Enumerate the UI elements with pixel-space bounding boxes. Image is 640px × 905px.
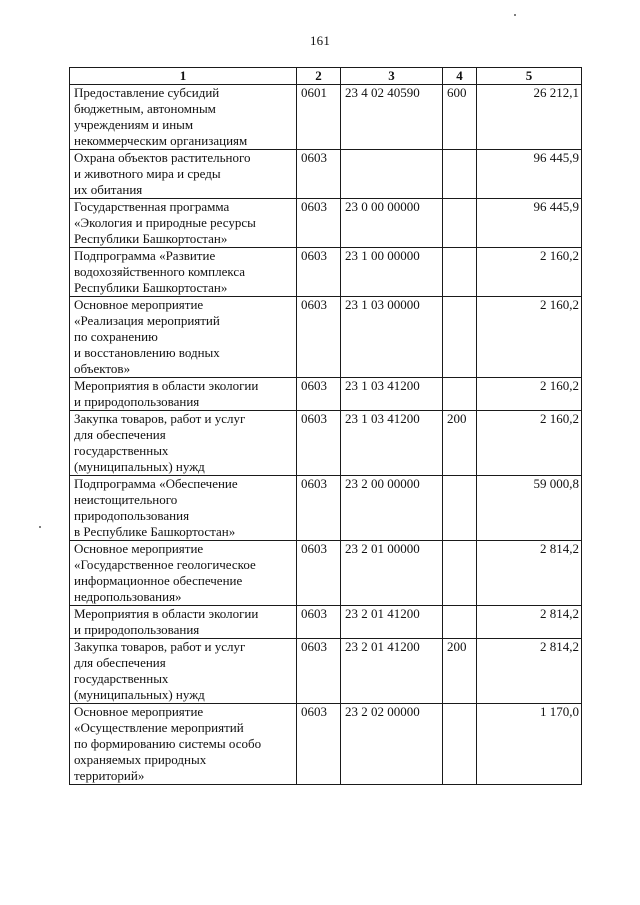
row-amount: 2 814,2: [477, 606, 582, 639]
row-target-code: 23 2 01 41200: [341, 639, 443, 704]
row-name: Закупка товаров, работ и услуг для обеспечения государственных (муниципальных) нужд: [70, 639, 297, 704]
row-amount: 2 160,2: [477, 378, 582, 411]
row-target-code: 23 1 03 41200: [341, 378, 443, 411]
table-row: [70, 297, 582, 378]
scan-speck: [39, 526, 41, 528]
row-expense-type: [443, 541, 477, 606]
row-section-code: 0603: [297, 150, 341, 199]
row-section-code: 0603: [297, 639, 341, 704]
table-row: [70, 639, 582, 704]
row-section-code: 0603: [297, 297, 341, 378]
row-section-code: 0603: [297, 248, 341, 297]
row-name: Основное мероприятие «Реализация мероприятий по сохранению и восстановлению водных объектов»: [70, 297, 297, 378]
header-type: 4: [443, 68, 477, 85]
row-section-code: 0601: [297, 85, 341, 150]
row-name: Мероприятия в области экологии и природопользования: [70, 378, 297, 411]
row-target-code: [341, 150, 443, 199]
row-amount: 2 160,2: [477, 297, 582, 378]
row-target-code: 23 2 01 41200: [341, 606, 443, 639]
table-row: [70, 248, 582, 297]
table-row: [70, 85, 582, 150]
row-name: Мероприятия в области экологии и природопользования: [70, 606, 297, 639]
row-section-code: 0603: [297, 704, 341, 785]
row-target-code: 23 1 03 41200: [341, 411, 443, 476]
row-amount: 96 445,9: [477, 150, 582, 199]
row-target-code: 23 1 00 00000: [341, 248, 443, 297]
row-section-code: 0603: [297, 411, 341, 476]
row-amount: 2 814,2: [477, 639, 582, 704]
row-target-code: 23 2 01 00000: [341, 541, 443, 606]
row-target-code: 23 2 00 00000: [341, 476, 443, 541]
table-body: [70, 85, 582, 785]
page-number: 161: [309, 33, 331, 48]
row-name: Подпрограмма «Развитие водохозяйственного комплекса Республики Башкортостан»: [70, 248, 297, 297]
table-row: [70, 378, 582, 411]
header-row: [70, 68, 582, 85]
table-row: [70, 150, 582, 199]
row-target-code: 23 1 03 00000: [341, 297, 443, 378]
row-expense-type: 200: [443, 639, 477, 704]
table-row: [70, 411, 582, 476]
row-expense-type: [443, 248, 477, 297]
row-expense-type: [443, 199, 477, 248]
table-row: [70, 704, 582, 785]
row-name: Подпрограмма «Обеспечение неистощительного природопользования в Республике Башкортостан»: [70, 476, 297, 541]
row-expense-type: [443, 704, 477, 785]
row-amount: 2 160,2: [477, 411, 582, 476]
row-target-code: 23 4 02 40590: [341, 85, 443, 150]
table-row: [70, 476, 582, 541]
scan-speck: [514, 14, 516, 16]
row-expense-type: 600: [443, 85, 477, 150]
row-target-code: 23 2 02 00000: [341, 704, 443, 785]
row-name: Основное мероприятие «Государственное геологическое информационное обеспечение недропользования»: [70, 541, 297, 606]
row-amount: 96 445,9: [477, 199, 582, 248]
row-expense-type: [443, 297, 477, 378]
row-amount: 2 160,2: [477, 248, 582, 297]
row-amount: 2 814,2: [477, 541, 582, 606]
row-target-code: 23 0 00 00000: [341, 199, 443, 248]
row-expense-type: [443, 150, 477, 199]
row-expense-type: 200: [443, 411, 477, 476]
table-row: [70, 199, 582, 248]
row-name: Закупка товаров, работ и услуг для обеспечения государственных (муниципальных) нужд: [70, 411, 297, 476]
header-name: 1: [70, 68, 297, 85]
row-amount: 26 212,1: [477, 85, 582, 150]
table-row: [70, 606, 582, 639]
row-section-code: 0603: [297, 199, 341, 248]
row-name: Основное мероприятие «Осуществление мероприятий по формированию системы особо охраняемых природных территорий»: [70, 704, 297, 785]
row-section-code: 0603: [297, 606, 341, 639]
table-row: [70, 541, 582, 606]
budget-table: [69, 67, 582, 785]
row-amount: 59 000,8: [477, 476, 582, 541]
header-target: 3: [341, 68, 443, 85]
row-expense-type: [443, 606, 477, 639]
row-section-code: 0603: [297, 476, 341, 541]
row-name: Предоставление субсидий бюджетным, автономным учреждениям и иным некоммерческим организациям: [70, 85, 297, 150]
header-amount: 5: [477, 68, 582, 85]
row-expense-type: [443, 476, 477, 541]
row-amount: 1 170,0: [477, 704, 582, 785]
row-name: Государственная программа «Экология и природные ресурсы Республики Башкортостан»: [70, 199, 297, 248]
row-name: Охрана объектов растительного и животного мира и среды их обитания: [70, 150, 297, 199]
row-section-code: 0603: [297, 541, 341, 606]
row-section-code: 0603: [297, 378, 341, 411]
header-section: 2: [297, 68, 341, 85]
row-expense-type: [443, 378, 477, 411]
